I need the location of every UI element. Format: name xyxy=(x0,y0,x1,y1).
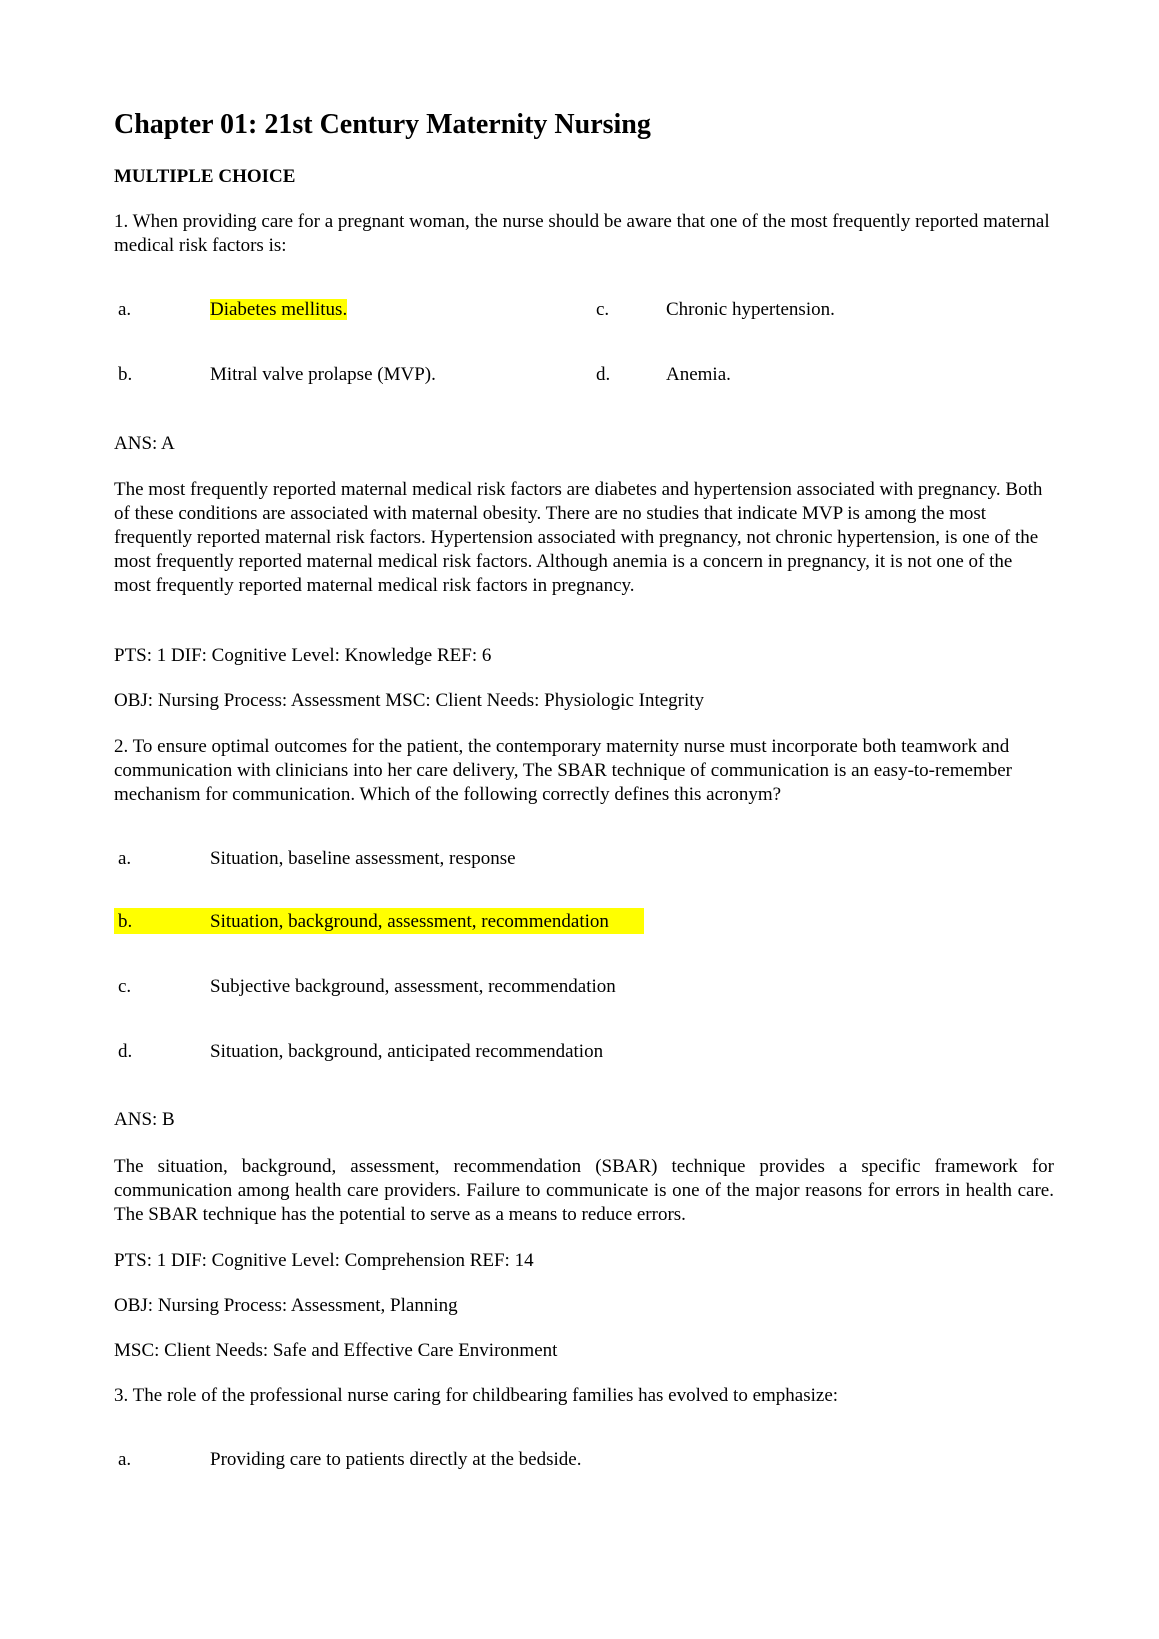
q1-option-d-letter: d. xyxy=(596,364,611,385)
q2-option-a-letter: a. xyxy=(118,848,132,869)
q2-meta-obj: OBJ: Nursing Process: Assessment, Planning xyxy=(114,1295,458,1316)
q1-rationale: The most frequently reported maternal medical risk factors are diabetes and hypertension associated with pregnancy. Both of these conditions are associated with maternal obesity. There are no studies that indicate MVP is among the most frequently reported maternal risk factors. Hypertension associated with pregnancy, not chronic hypertension, is one of the most frequently reported maternal medical risk factors. Although anemia is a concern in pregnancy, it is not one of the most frequently reported maternal medical risk factors in pregnancy. xyxy=(114,479,1043,596)
q3-option-a-letter: a. xyxy=(118,1449,132,1470)
q1-answer: ANS: A xyxy=(114,433,175,454)
q1-option-a-letter: a. xyxy=(118,299,132,320)
section-heading: MULTIPLE CHOICE xyxy=(114,166,296,187)
q1-option-b-text: Mitral valve prolapse (MVP). xyxy=(210,364,436,385)
question-1-stem: 1. When providing care for a pregnant woman, the nurse should be aware that one of the most frequently reported maternal medical risk factors is: xyxy=(114,211,1050,256)
q2-option-d-letter: d. xyxy=(118,1041,133,1062)
q2-rationale: The situation, background, assessment, recommendation (SBAR) technique provides a specific framework for communication among health care providers. Failure to communicate is one of the major reasons for errors in health care. The SBAR technique has the potential to serve as a means to reduce errors. xyxy=(114,1156,1054,1225)
q1-meta-pts: PTS: 1 DIF: Cognitive Level: Knowledge REF: 6 xyxy=(114,645,492,666)
question-3-stem: 3. The role of the professional nurse caring for childbearing families has evolved to emphasize: xyxy=(114,1385,839,1406)
q2-option-b-text: Situation, background, assessment, recommendation xyxy=(210,911,609,932)
q1-option-c-text: Chronic hypertension. xyxy=(666,299,835,320)
q1-option-d-text: Anemia. xyxy=(666,364,731,385)
q2-option-d-text: Situation, background, anticipated recommendation xyxy=(210,1041,604,1062)
q1-meta-obj: OBJ: Nursing Process: Assessment MSC: Client Needs: Physiologic Integrity xyxy=(114,690,705,711)
q2-option-c-text: Subjective background, assessment, recommendation xyxy=(210,976,616,997)
q1-option-a-text xyxy=(210,298,347,322)
q2-answer: ANS: B xyxy=(114,1109,175,1130)
q1-option-b-letter: b. xyxy=(118,364,133,385)
chapter-title: Chapter 01: 21st Century Maternity Nursing xyxy=(114,109,651,140)
q2-option-b-letter: b. xyxy=(118,911,133,932)
q1-option-c-letter: c. xyxy=(596,299,610,320)
q3-option-a-text: Providing care to patients directly at the bedside. xyxy=(210,1449,582,1470)
q2-meta-msc: MSC: Client Needs: Safe and Effective Care Environment xyxy=(114,1340,558,1361)
q1-correct-highlight: Diabetes mellitus. xyxy=(210,299,348,320)
q2-meta-pts: PTS: 1 DIF: Cognitive Level: Comprehension REF: 14 xyxy=(114,1250,534,1271)
q2-option-c-letter: c. xyxy=(118,976,132,997)
q2-option-a-text: Situation, baseline assessment, response xyxy=(210,848,516,869)
question-2-stem: 2. To ensure optimal outcomes for the patient, the contemporary maternity nurse must incorporate both teamwork and communication with clinicians into her care delivery, The SBAR technique of communication is an easy-to-remember mechanism for communication. Which of the following correctly defines this acronym? xyxy=(114,736,1013,805)
